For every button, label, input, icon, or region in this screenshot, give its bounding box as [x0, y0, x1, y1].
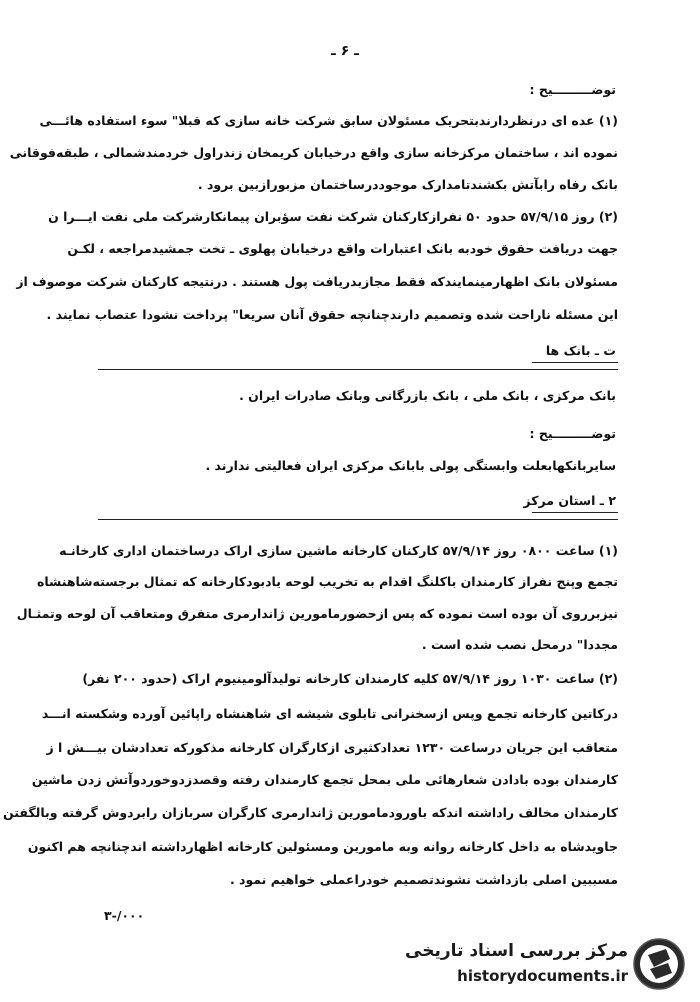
watermark-url: historydocuments.ir: [457, 967, 628, 985]
banks-note-heading: توضـــــــــیح :: [529, 426, 616, 441]
section1-line-7: این مسئله ناراحت شده وتصمیم دارندچنانچه حقوق آنان سریعا" پرداخت نشودا عتصاب نمایند .: [46, 307, 618, 322]
document-code: ۳-/۰۰۰: [104, 908, 145, 923]
banks-note: سایربانکهابعلت وابستگی پولی بابانک مرکزی ایران فعالیتی ندارند .: [205, 458, 616, 473]
section2-line-3: نیزبرروی آن بوده است نموده که پس ازحضورمامورین ژاندارمری متفرق ومتعاقب آن لوحه وتمثـال: [16, 606, 618, 621]
page-number: ـ ۶ ـ: [331, 43, 359, 59]
section1-line-3: بانک رفاه رابآتش بکشندتامدارک موجوددرساختمان مزبورازبین برود .: [197, 177, 618, 192]
section2-line-11: مسببین اصلی بازداشت نشوندتصمیم خودراعملی خواهیم نمود .: [229, 872, 618, 887]
banks-line: بانک مرکزی ، بانک ملی ، بانک بازرگانی وبانک صادرات ایران .: [239, 388, 616, 403]
section2-heading: ۲ ـ استان مرکز: [523, 493, 616, 508]
banks-heading-underline: [532, 362, 618, 363]
section2-line-5: (۲) ساعت ۱۰۳۰ روز ۵۷/۹/۱۴ کلیه کارمندان کارخانه تولیدآلومینیوم اراک (حدود ۲۰۰ نفر): [82, 671, 618, 686]
section2-line-6: درکاتین کارخانه تجمع وپس ازسخنرانی تابلوی شیشه ای شاهنشاه راپائین آورده وشکسته انـــد: [41, 706, 618, 721]
section2-line-10: جاویدشاه به داخل کارخانه روانه وبه مامورین ومسئولین کارخانه اظهارداشته اندچنانچه هم اکنون: [27, 839, 618, 854]
section1-line-5: جهت دریافت حقوق خودبه بانک اعتبارات واقع درخیابان پهلوی ـ تخت جمشیدمراجعه ، لکـن: [67, 241, 618, 256]
section2-line-9: کارمندان مخالف راداشته اندکه باورودمامورین ژاندارمری کارگران سربازان رابردوش گرفته وبالگفتن: [3, 805, 618, 820]
section1-line-1: (۱) عده ای درنظردارندبتحریک مسئولان سابق شرکت خانه سازی که قبلا" سوء استفاده هائـــی: [39, 113, 618, 128]
watermark: [405, 935, 690, 995]
section2-line-1: (۱) ساعت ۰۸۰۰ روز ۵۷/۹/۱۴ کارکنان کارخانه ماشین سازی اراک درساختمان اداری کارخانـه: [59, 543, 618, 558]
section1-heading: توضـــــــــيح :: [529, 82, 616, 97]
section2-line-2: تجمع وپنج نفراز کارمندان باکلنگ اقدام به تخریب لوحه یادبودکارخانه که تمثال برجسته‌شاهنشاه: [36, 574, 618, 589]
section2-line-8: کارمندان بوده بادادن شعارهائی ملی بمحل تجمع کارمندان رفته وقصدزدوخوردوآتش زدن ماشین: [31, 772, 618, 787]
section1-line-2: نموده اند ، ساختمان مرکزخانه سازی واقع درخیابان کریمخان زندراول خردمندشمالی ، طبقه‌فوقانی: [9, 145, 618, 160]
section-divider: [98, 369, 618, 370]
section2-line-4: مجددا" درمحل نصب شده است .: [421, 637, 618, 652]
archive-center-logo-icon: [632, 937, 686, 991]
section1-line-4: (۲) روز ۵۷/۹/۱۵ حدود ۵۰ نفرازکارکنان شرکت نفت سؤبران پیمانکارشرکت ملی نفت ایـــرا ن: [48, 209, 618, 224]
section1-line-6: مسئولان بانک اظهارمینمایندکه فقط مجازبدریافت پول هستند . درنتیجه کارکنان شرکت موصوف از: [16, 274, 618, 289]
banks-heading: ت ـ بانک ها: [545, 343, 616, 358]
section2-divider: [98, 519, 618, 520]
section2-heading-underline: [532, 512, 618, 513]
watermark-title: مرکز بررسی اسناد تاریخی: [405, 941, 628, 961]
section2-line-7: متعاقب این جریان درساعت ۱۲۳۰ تعدادکثیری ازکارگران کارخانه مذکورکه تعدادشان بیـــش ا ز: [46, 740, 618, 755]
